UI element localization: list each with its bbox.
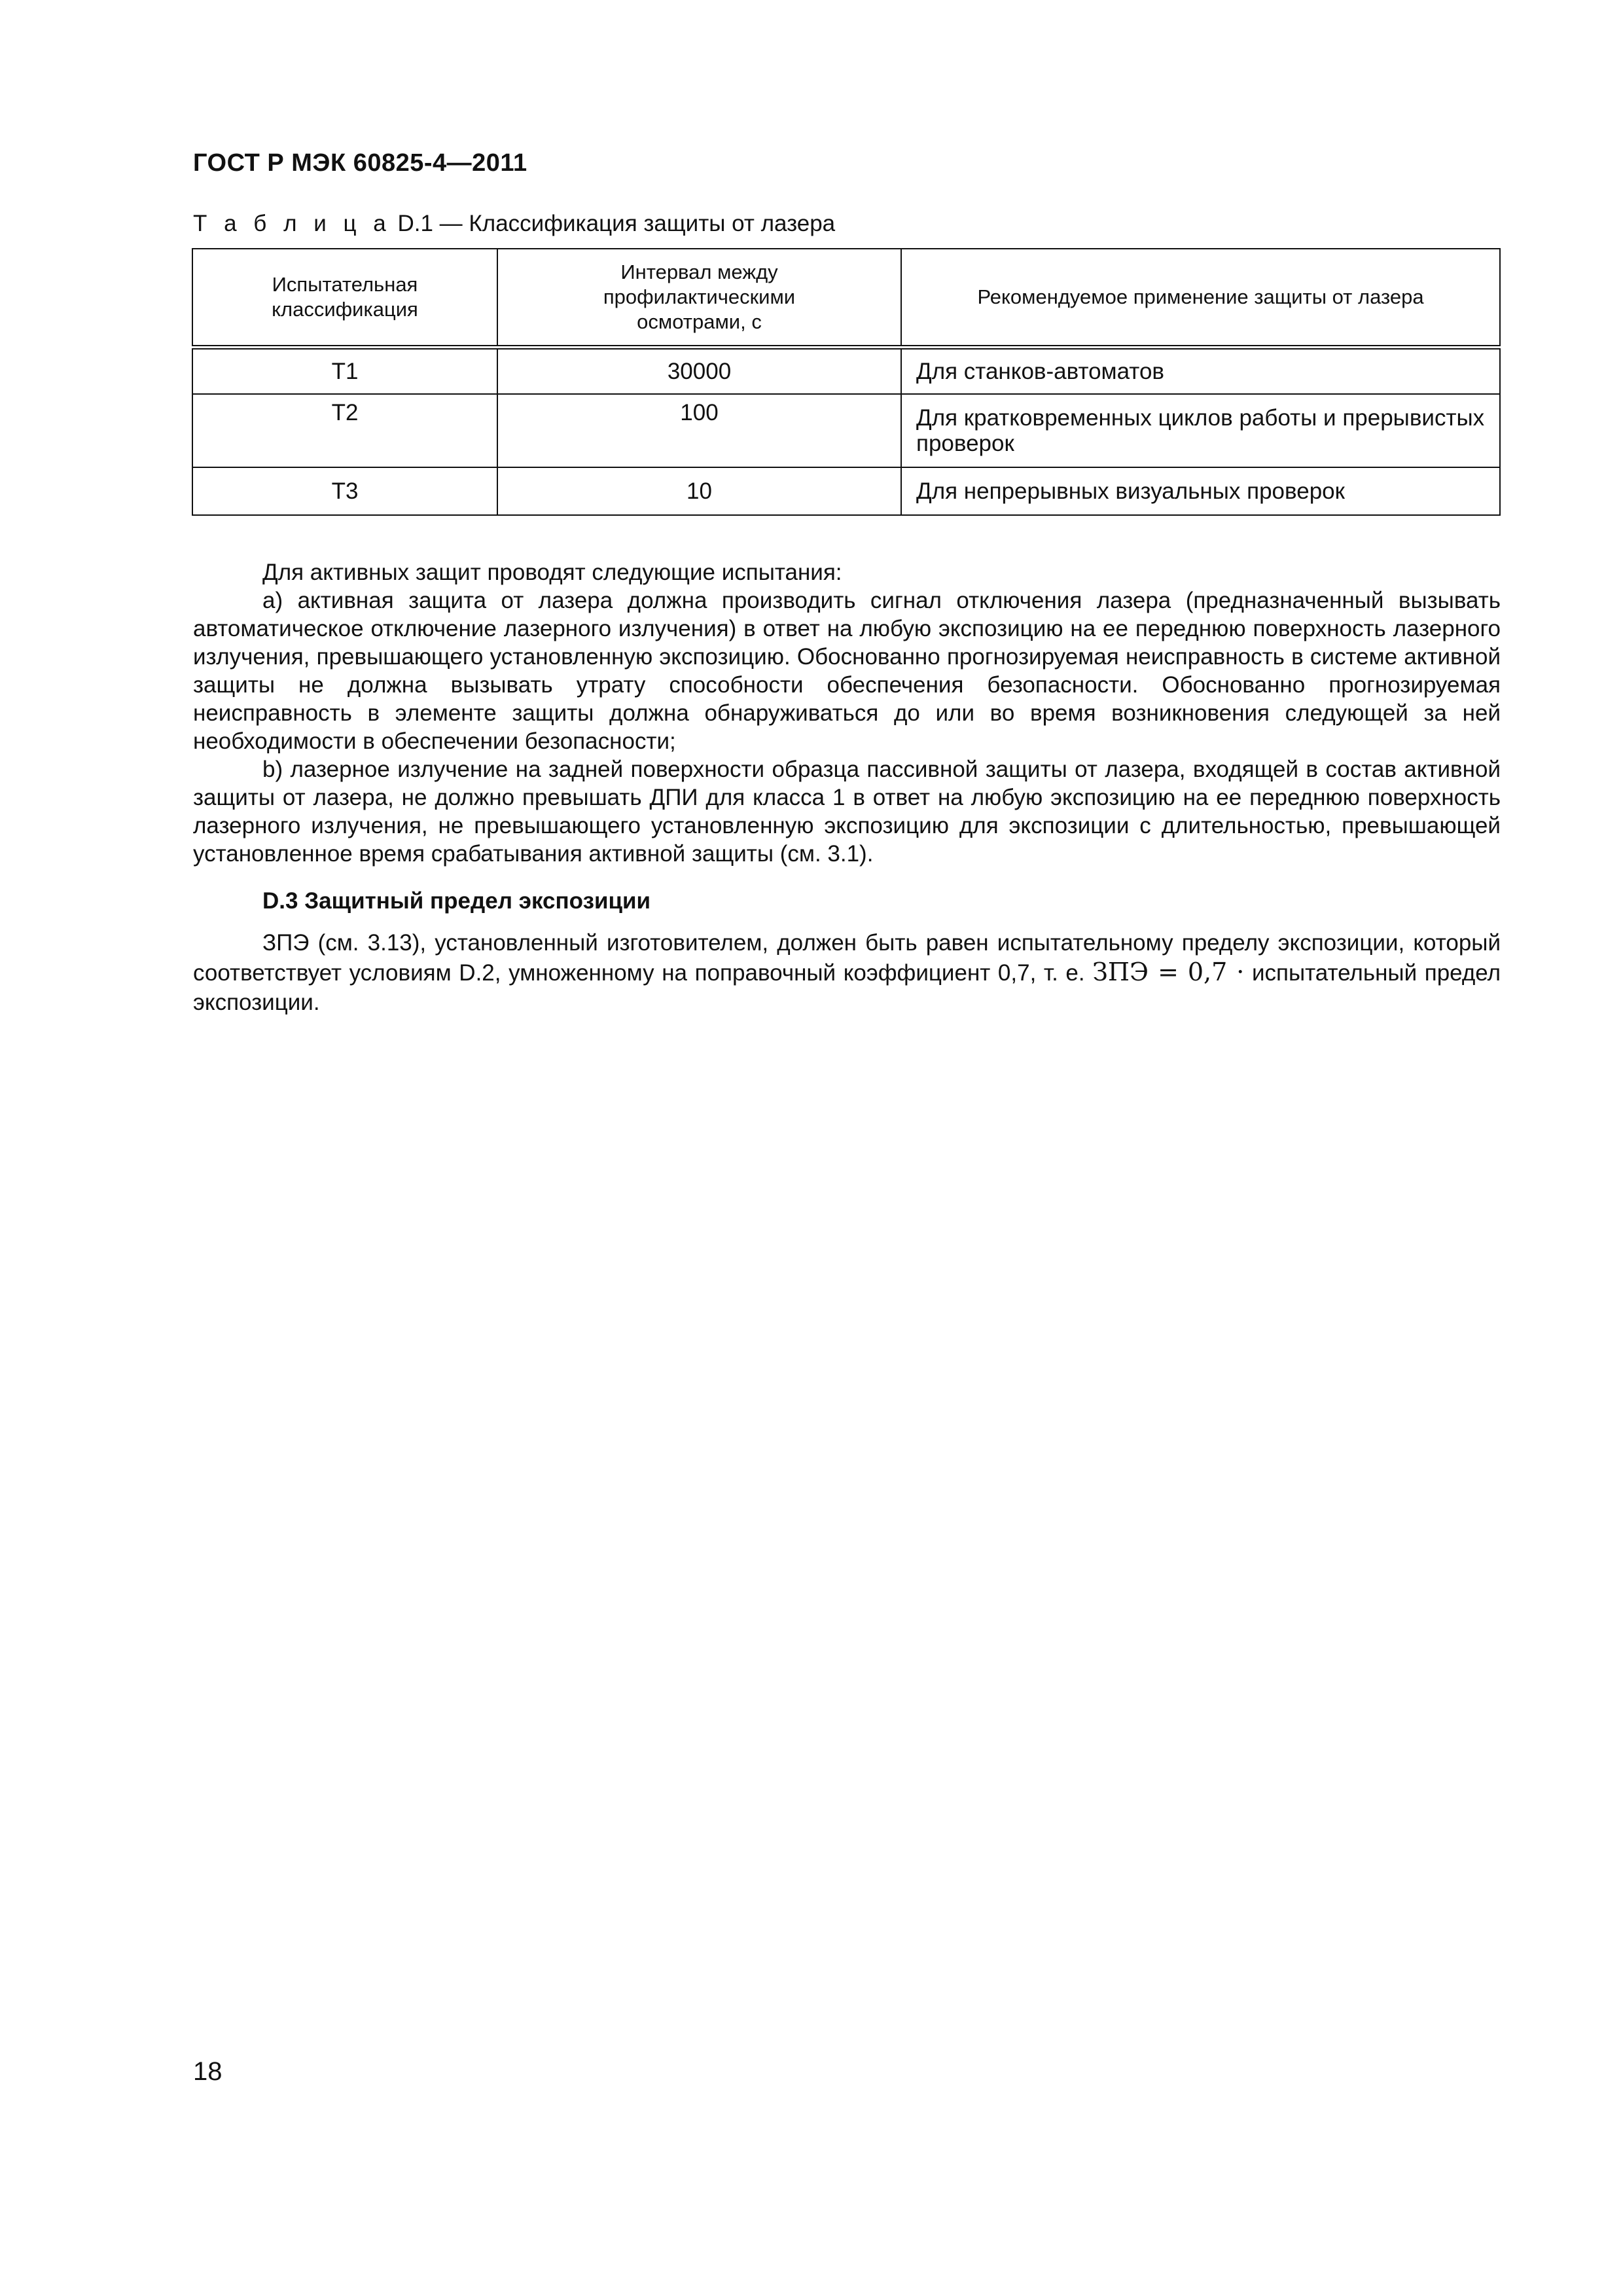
table-row — [192, 394, 1500, 467]
table-header-row — [192, 249, 1500, 348]
cell-interval: 100 — [497, 394, 901, 467]
table-caption-label: Т а б л и ц а — [193, 211, 391, 236]
header-interval: Интервал между профилактическими осмотрами, с — [497, 249, 901, 348]
table-caption-text: D.1 — Классификация защиты от лазера — [397, 211, 836, 236]
header-classification: Испытательная классификация — [192, 249, 497, 348]
cell-interval: 30000 — [497, 348, 901, 394]
protection-classification-table — [192, 248, 1501, 516]
formula: ЗПЭ = 0,7 · — [1092, 958, 1245, 986]
d3-paragraph-end: испытательный предел экспозиции. — [193, 960, 1501, 1015]
table-caption — [193, 211, 835, 237]
section-d3-body — [193, 928, 1501, 1017]
table-row — [192, 467, 1500, 515]
intro-paragraph: Для активных защит проводят следующие испытания: — [262, 560, 842, 585]
active-protection-tests — [193, 558, 1501, 868]
cell-classification: T1 — [192, 348, 497, 394]
cell-application: Для станков-автоматов — [901, 348, 1500, 394]
section-title: D.3 Защитный предел экспозиции — [262, 888, 651, 914]
cell-application: Для кратковременных циклов работы и прерывистых проверок — [901, 394, 1500, 467]
cell-classification: T3 — [192, 467, 497, 515]
item-a-paragraph: a) активная защита от лазера должна производить сигнал отключения лазера (предназначенный вызывать автоматическое отключение лазерного излучения) в ответ на любую экспозицию на ее переднюю поверхность лазерного излучения, превышающего установленную экспозицию. Обоснованно прогнозируемая неисправность в системе активной защиты не должна вызывать утрату способности обеспечения безопасности. Обоснованно прогнозируемая неисправность в элементе защиты должна обнаруживаться до или во время возникновения следующей за ней необходимости в обеспечении безопасности; — [193, 588, 1501, 754]
header-application: Рекомендуемое применение защиты от лазера — [901, 249, 1500, 348]
cell-application: Для непрерывных визуальных проверок — [901, 467, 1500, 515]
d3-paragraph-start: ЗПЭ (см. 3.13), установленный изготовителем, должен быть равен испытательному пределу экспозиции, который соответствует условиям D.2, умноженному на поправочный коэффициент 0,7, т. е. — [193, 930, 1501, 986]
document-header: ГОСТ Р МЭК 60825-4—2011 — [193, 149, 527, 177]
table-row — [192, 348, 1500, 394]
item-b-paragraph: b) лазерное излучение на задней поверхности образца пассивной защиты от лазера, входящей в состав активной защиты от лазера, не должно превышать ДПИ для класса 1 в ответ на любую экспозицию на ее переднюю поверхность лазерного излучения, не превышающего установленную экспозицию для экспозиции с длительностью, превышающей установленное время срабатывания активной защиты (см. 3.1). — [193, 757, 1501, 867]
page-number: 18 — [193, 2057, 223, 2086]
cell-classification: T2 — [192, 394, 497, 467]
cell-interval: 10 — [497, 467, 901, 515]
d3-paragraph — [193, 928, 1501, 1017]
